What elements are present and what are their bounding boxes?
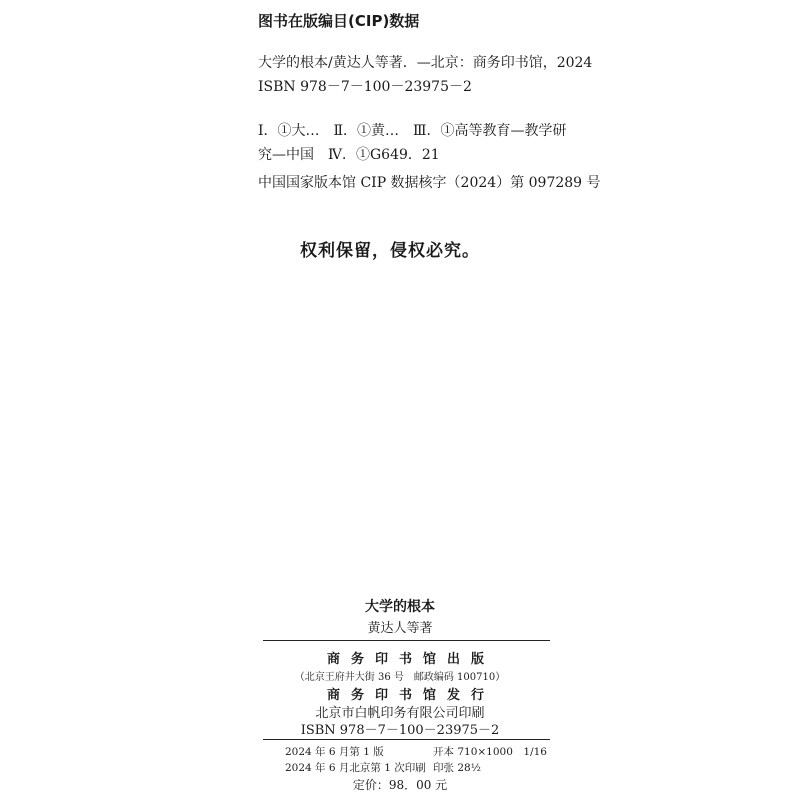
publisher-address: （北京王府井大街 36 号 邮政编码 100710） (294, 672, 506, 683)
publisher-line: 商务印书馆出版 (326, 652, 495, 667)
price: 定价：98．00 元 (352, 778, 448, 792)
cip-classification-line-2: 究—中国 Ⅳ．①G649．21 (258, 147, 440, 163)
distributor-line: 商务印书馆发行 (326, 688, 495, 703)
colophon-top-rule (263, 640, 550, 641)
colophon-isbn: ISBN 978－7－100－23975－2 (300, 723, 500, 738)
printed-sheets: 印张 28½ (433, 762, 481, 774)
rights-statement: 权利保留，侵权必究。 (300, 241, 480, 261)
book-format: 开本 710×1000 1/16 (433, 746, 547, 758)
cip-number-line: 中国国家版本馆 CIP 数据核字（2024）第 097289 号 (258, 175, 601, 191)
cip-title-line: 大学的根本/黄达人等著．—北京：商务印书馆，2024 (258, 55, 593, 71)
first-edition-date: 2024 年 6 月第 1 版 (285, 746, 384, 758)
first-printing-date: 2024 年 6 月北京第 1 次印刷 (285, 762, 426, 774)
book-author: 黄达人等著 (367, 621, 433, 636)
colophon-bottom-rule (263, 739, 550, 740)
cip-heading: 图书在版编目(CIP)数据 (258, 12, 420, 30)
printer-line: 北京市白帆印务有限公司印刷 (315, 706, 485, 721)
cip-classification-line-1: Ⅰ．①大… Ⅱ．①黄… Ⅲ．①高等教育—教学研 (258, 123, 567, 139)
cip-isbn-line: ISBN 978－7－100－23975－2 (258, 79, 472, 95)
book-title: 大学的根本 (365, 599, 435, 615)
